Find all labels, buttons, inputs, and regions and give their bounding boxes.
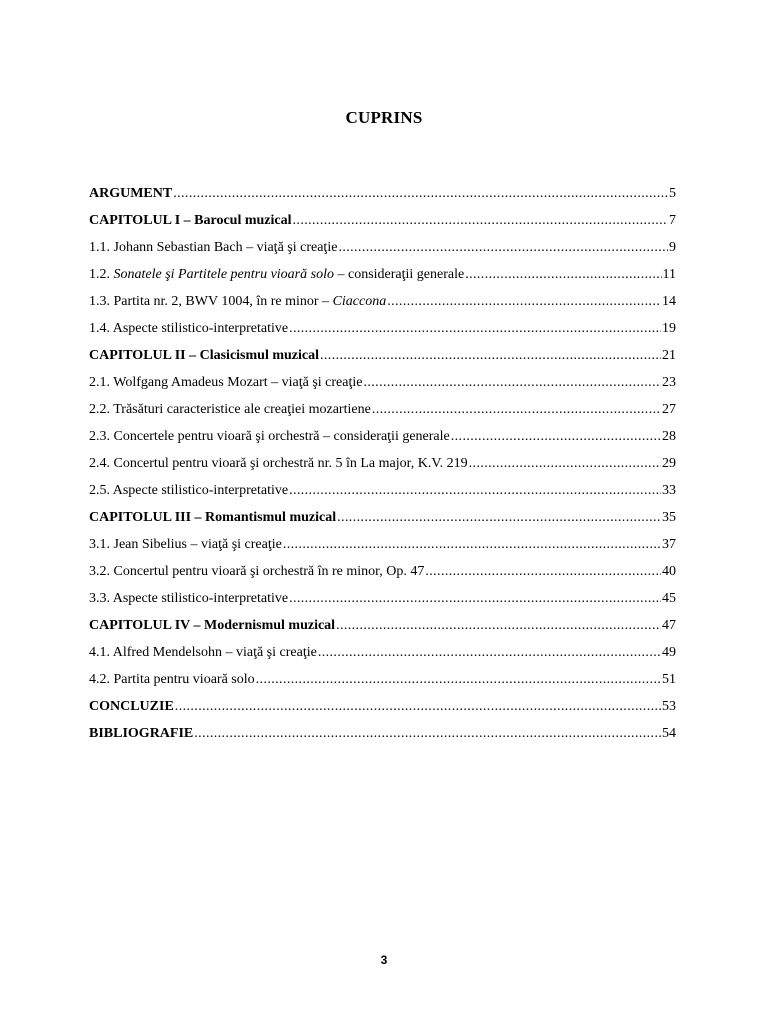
toc-page-number: 40 [662, 564, 676, 579]
toc-entry-title: 2.4. Concertul pentru vioară şi orchestră nr. 5 în La major, K.V. 219 [89, 456, 468, 471]
toc-section-entry [89, 455, 676, 482]
toc-page-number: 14 [662, 294, 676, 309]
dot-leader [372, 401, 661, 419]
dot-leader [336, 617, 661, 635]
toc-entry-title: 3.2. Concertul pentru vioară şi orchestră în re minor, Op. 47 [89, 564, 425, 579]
toc-entry-title: CAPITOLUL III – Romantismul muzical [89, 510, 337, 525]
toc-page-number: 28 [662, 429, 676, 444]
toc-section-entry [89, 644, 676, 671]
dot-leader [283, 536, 661, 554]
toc-chapter-entry [89, 185, 676, 212]
toc-section-entry [89, 563, 676, 590]
toc-page-number: 23 [662, 375, 676, 390]
toc-entry-title: BIBLIOGRAFIE [89, 726, 194, 741]
dot-leader [175, 698, 661, 716]
toc-page-number: 19 [662, 321, 676, 336]
toc-chapter-entry [89, 212, 676, 239]
toc-section-entry [89, 671, 676, 698]
dot-leader [289, 590, 661, 608]
toc-section-entry [89, 374, 676, 401]
dot-leader [318, 644, 661, 662]
toc-page-number: 33 [662, 483, 676, 498]
toc-page-number: 29 [662, 456, 676, 471]
toc-section-entry [89, 590, 676, 617]
dot-leader [363, 374, 661, 392]
toc-entry-title: 1.4. Aspecte stilistico-interpretative [89, 321, 289, 336]
toc-entry-title: 1.1. Johann Sebastian Bach – viaţă şi creaţie [89, 240, 338, 255]
dot-leader [289, 320, 661, 338]
toc-chapter-entry [89, 347, 676, 374]
toc-page-number: 7 [669, 213, 676, 228]
toc-entry-title: 4.1. Alfred Mendelsohn – viaţă şi creaţie [89, 645, 317, 660]
toc-entry-title [89, 293, 386, 311]
toc-section-entry [89, 401, 676, 428]
toc-page-number: 45 [662, 591, 676, 606]
toc-entry-title: 2.2. Trăsături caracteristice ale creaţiei mozartiene [89, 402, 371, 417]
toc-page-number: 11 [662, 267, 676, 282]
toc-entry-title: 3.1. Jean Sibelius – viaţă şi creaţie [89, 537, 282, 552]
dot-leader [320, 347, 661, 365]
toc-page-number: 53 [662, 699, 676, 714]
toc-page-number: 49 [662, 645, 676, 660]
toc-section-entry [89, 320, 676, 347]
toc-page-number: 21 [662, 348, 676, 363]
dot-leader [194, 725, 661, 743]
table-of-contents [89, 185, 676, 752]
dot-leader [173, 185, 668, 203]
dot-leader [289, 482, 661, 500]
dot-leader [425, 563, 661, 581]
dot-leader [451, 428, 661, 446]
toc-entry-title-prefix: 1.3. Partita nr. 2, BWV 1004, în re minor – [89, 294, 333, 309]
toc-page-number: 37 [662, 537, 676, 552]
toc-page-number: 9 [669, 240, 676, 255]
toc-entry-title: 3.3. Aspecte stilistico-interpretative [89, 591, 289, 606]
toc-page-number: 51 [662, 672, 676, 687]
toc-entry-title: CAPITOLUL II – Clasicismul muzical [89, 348, 319, 363]
toc-entry-title [89, 266, 464, 284]
dot-leader [469, 455, 661, 473]
toc-section-entry [89, 536, 676, 563]
dot-leader [256, 671, 661, 689]
toc-entry-title-italic: Ciaccona [332, 294, 387, 309]
dot-leader [337, 509, 661, 527]
toc-page-number: 5 [669, 186, 676, 201]
toc-chapter-entry [89, 617, 676, 644]
toc-section-entry [89, 239, 676, 266]
page-title: CUPRINS [345, 108, 423, 127]
toc-entry-title: CAPITOLUL IV – Modernismul muzical [89, 618, 336, 633]
toc-entry-title-prefix: 1.2. [89, 267, 114, 282]
dot-leader [293, 212, 668, 230]
toc-section-entry [89, 293, 676, 320]
dot-leader [465, 266, 661, 284]
dot-leader [338, 239, 668, 257]
toc-entry-title: 2.5. Aspecte stilistico-interpretative [89, 483, 289, 498]
toc-section-entry [89, 266, 676, 293]
toc-page-number: 47 [662, 618, 676, 633]
toc-page-number: 54 [662, 726, 676, 741]
toc-entry-title: 2.1. Wolfgang Amadeus Mozart – viaţă şi creaţie [89, 375, 363, 390]
toc-chapter-entry [89, 698, 676, 725]
toc-entry-title: CAPITOLUL I – Barocul muzical [89, 213, 292, 228]
toc-entry-title: CONCLUZIE [89, 699, 174, 714]
toc-section-entry [89, 482, 676, 509]
toc-entry-title: 4.2. Partita pentru vioară solo [89, 672, 255, 687]
toc-entry-title: ARGUMENT [89, 186, 173, 201]
toc-section-entry [89, 428, 676, 455]
toc-page-number: 27 [662, 402, 676, 417]
toc-page-number: 35 [662, 510, 676, 525]
page-number: 3 [380, 953, 388, 967]
toc-entry-title-suffix: – consideraţii generale [333, 267, 465, 282]
dot-leader [387, 293, 661, 311]
toc-entry-title-italic: Sonatele şi Partitele pentru vioară solo [113, 267, 334, 282]
toc-entry-title: 2.3. Concertele pentru vioară şi orchestră – consideraţii generale [89, 429, 450, 444]
toc-chapter-entry [89, 509, 676, 536]
toc-chapter-entry [89, 725, 676, 752]
